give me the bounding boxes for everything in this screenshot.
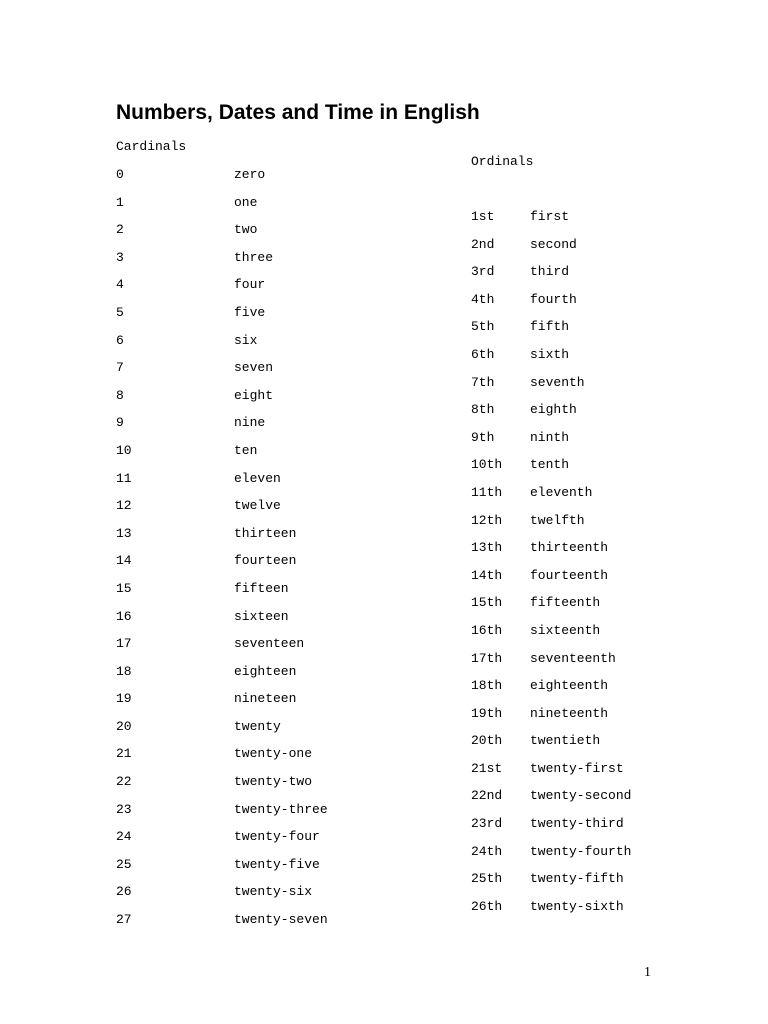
cardinal-row (116, 525, 328, 553)
ordinal-number: 12th (471, 512, 503, 528)
ordinal-row (471, 622, 631, 650)
cardinal-row (116, 249, 328, 277)
ordinal-word: twelfth (530, 512, 585, 528)
cardinal-row (116, 580, 328, 608)
ordinal-number: 18th (471, 678, 503, 694)
cardinal-number: 18 (116, 663, 132, 679)
ordinal-row (471, 456, 631, 484)
ordinals-list (471, 208, 631, 925)
cardinal-number: 22 (116, 774, 132, 790)
cardinal-word: four (234, 277, 266, 293)
ordinal-row (471, 263, 631, 291)
cardinal-row (116, 276, 328, 304)
ordinal-number: 22nd (471, 788, 503, 804)
ordinal-row (471, 760, 631, 788)
cardinal-number: 1 (116, 194, 124, 210)
ordinal-row (471, 484, 631, 512)
cardinal-number: 9 (116, 415, 124, 431)
ordinal-number: 2nd (471, 236, 495, 252)
ordinal-number: 1st (471, 209, 495, 224)
ordinal-word: tenth (530, 457, 570, 473)
cardinal-row (116, 608, 328, 636)
ordinal-row (471, 512, 631, 540)
ordinal-word: twenty-first (530, 760, 624, 776)
ordinal-number: 3rd (471, 264, 495, 280)
ordinal-number: 19th (471, 705, 503, 721)
cardinal-number: 11 (116, 470, 132, 486)
ordinal-row (471, 787, 631, 815)
cardinal-number: 3 (116, 249, 124, 265)
ordinal-row (471, 705, 631, 733)
ordinal-word: second (530, 236, 577, 252)
ordinal-row (471, 650, 631, 678)
ordinal-word: eighth (530, 402, 577, 418)
cardinal-row (116, 497, 328, 525)
cardinal-number: 14 (116, 553, 132, 569)
cardinal-number: 2 (116, 222, 124, 238)
cardinal-number: 17 (116, 636, 132, 652)
cardinal-word: eighteen (234, 663, 297, 679)
cardinal-word: sixteen (234, 608, 289, 624)
cardinal-row (116, 773, 328, 801)
cardinal-word: nine (234, 415, 266, 431)
ordinal-number: 23rd (471, 816, 503, 832)
cardinal-word: thirteen (234, 525, 297, 541)
ordinal-row (471, 677, 631, 705)
cardinal-number: 7 (116, 360, 124, 376)
cardinal-row (116, 387, 328, 415)
ordinal-number: 6th (471, 346, 495, 362)
cardinal-word: one (234, 194, 258, 210)
ordinal-row (471, 732, 631, 760)
cardinal-number: 27 (116, 912, 132, 928)
ordinal-word: sixteenth (530, 622, 601, 638)
ordinal-word: eleventh (530, 484, 593, 500)
cardinal-row (116, 883, 328, 911)
cardinal-word: nineteen (234, 691, 297, 707)
cardinal-word: eleven (234, 470, 281, 486)
cardinal-row (116, 745, 328, 773)
cardinal-row (116, 414, 328, 442)
cardinal-word: twenty-six (234, 884, 313, 900)
ordinal-number: 5th (471, 319, 495, 335)
ordinal-word: twenty-second (530, 788, 632, 804)
page-number: 1 (644, 965, 651, 980)
ordinal-row (471, 815, 631, 843)
cardinal-number: 10 (116, 442, 132, 458)
ordinal-row (471, 374, 631, 402)
ordinal-word: fifth (530, 319, 570, 335)
cardinals-list (116, 166, 328, 939)
cardinal-word: fifteen (234, 580, 289, 596)
cardinal-row (116, 635, 328, 663)
ordinal-number: 21st (471, 760, 503, 776)
cardinal-word: fourteen (234, 553, 297, 569)
ordinal-row (471, 318, 631, 346)
ordinal-row (471, 539, 631, 567)
cardinal-number: 25 (116, 856, 132, 872)
ordinal-word: sixth (530, 346, 570, 362)
ordinal-word: thirteenth (530, 540, 609, 556)
cardinal-row (116, 442, 328, 470)
cardinal-number: 24 (116, 829, 132, 845)
ordinal-number: 13th (471, 540, 503, 556)
cardinal-row (116, 828, 328, 856)
ordinal-word: twenty-fifth (530, 871, 624, 887)
ordinal-row (471, 429, 631, 457)
cardinal-word: twenty-seven (234, 912, 328, 928)
ordinal-number: 24th (471, 843, 503, 859)
cardinal-word: twenty-three (234, 801, 328, 817)
cardinal-number: 15 (116, 580, 132, 596)
cardinal-word: twenty-five (234, 856, 320, 872)
cardinal-number: 26 (116, 884, 132, 900)
cardinal-number: 19 (116, 691, 132, 707)
page-title: Numbers, Dates and Time in English (116, 101, 480, 124)
ordinal-number: 20th (471, 733, 503, 749)
cardinal-number: 13 (116, 525, 132, 541)
cardinal-word: ten (234, 442, 258, 458)
ordinal-number: 8th (471, 402, 495, 418)
cardinal-word: five (234, 304, 266, 320)
ordinal-word: first (530, 209, 570, 224)
cardinal-word: eight (234, 387, 274, 403)
ordinal-word: twenty-fourth (530, 843, 632, 859)
cardinal-row (116, 801, 328, 829)
ordinal-number: 11th (471, 484, 503, 500)
ordinal-row (471, 594, 631, 622)
ordinal-number: 9th (471, 429, 495, 445)
cardinal-row (116, 221, 328, 249)
ordinal-word: seventh (530, 374, 585, 390)
cardinal-row (116, 911, 328, 939)
ordinal-word: fourth (530, 291, 577, 307)
ordinal-row (471, 236, 631, 264)
cardinal-number: 0 (116, 167, 124, 182)
ordinals-heading: Ordinals (471, 154, 534, 169)
ordinal-word: twenty-sixth (530, 898, 624, 914)
ordinal-row (471, 208, 631, 236)
cardinal-row (116, 552, 328, 580)
cardinal-row (116, 166, 328, 194)
cardinal-number: 4 (116, 277, 124, 293)
cardinals-heading: Cardinals (116, 139, 187, 154)
ordinal-row (471, 567, 631, 595)
ordinal-number: 14th (471, 567, 503, 583)
cardinal-row (116, 304, 328, 332)
ordinal-word: twentieth (530, 733, 601, 749)
ordinal-number: 10th (471, 457, 503, 473)
ordinal-word: fourteenth (530, 567, 609, 583)
cardinal-row (116, 690, 328, 718)
ordinal-number: 4th (471, 291, 495, 307)
cardinal-word: three (234, 249, 274, 265)
ordinal-word: eighteenth (530, 678, 609, 694)
cardinal-number: 12 (116, 498, 132, 514)
ordinal-row (471, 291, 631, 319)
ordinal-word: twenty-third (530, 816, 624, 832)
cardinal-number: 16 (116, 608, 132, 624)
cardinal-number: 21 (116, 746, 132, 762)
cardinal-number: 6 (116, 332, 124, 348)
cardinal-number: 20 (116, 718, 132, 734)
ordinal-number: 16th (471, 622, 503, 638)
cardinal-word: twenty-four (234, 829, 320, 845)
ordinal-row (471, 870, 631, 898)
ordinal-row (471, 898, 631, 926)
ordinal-row (471, 346, 631, 374)
cardinal-number: 5 (116, 304, 124, 320)
ordinal-number: 17th (471, 650, 503, 666)
cardinal-number: 23 (116, 801, 132, 817)
cardinal-word: twenty (234, 718, 281, 734)
ordinal-number: 7th (471, 374, 495, 390)
cardinal-word: twenty-two (234, 774, 313, 790)
cardinal-word: twelve (234, 498, 281, 514)
cardinal-row (116, 332, 328, 360)
cardinal-row (116, 194, 328, 222)
ordinal-number: 26th (471, 898, 503, 914)
cardinal-word: six (234, 332, 258, 348)
ordinal-number: 15th (471, 595, 503, 611)
cardinal-row (116, 856, 328, 884)
ordinal-word: nineteenth (530, 705, 609, 721)
cardinal-row (116, 663, 328, 691)
cardinal-word: seventeen (234, 636, 305, 652)
cardinal-row (116, 718, 328, 746)
cardinal-word: zero (234, 167, 266, 182)
cardinal-word: two (234, 222, 258, 238)
ordinal-word: seventeenth (530, 650, 616, 666)
cardinal-word: twenty-one (234, 746, 313, 762)
ordinal-word: third (530, 264, 570, 280)
ordinal-word: ninth (530, 429, 570, 445)
ordinal-word: fifteenth (530, 595, 601, 611)
cardinal-row (116, 359, 328, 387)
cardinal-word: seven (234, 360, 274, 376)
ordinal-row (471, 843, 631, 871)
cardinal-row (116, 470, 328, 498)
cardinal-number: 8 (116, 387, 124, 403)
ordinal-row (471, 401, 631, 429)
ordinal-number: 25th (471, 871, 503, 887)
